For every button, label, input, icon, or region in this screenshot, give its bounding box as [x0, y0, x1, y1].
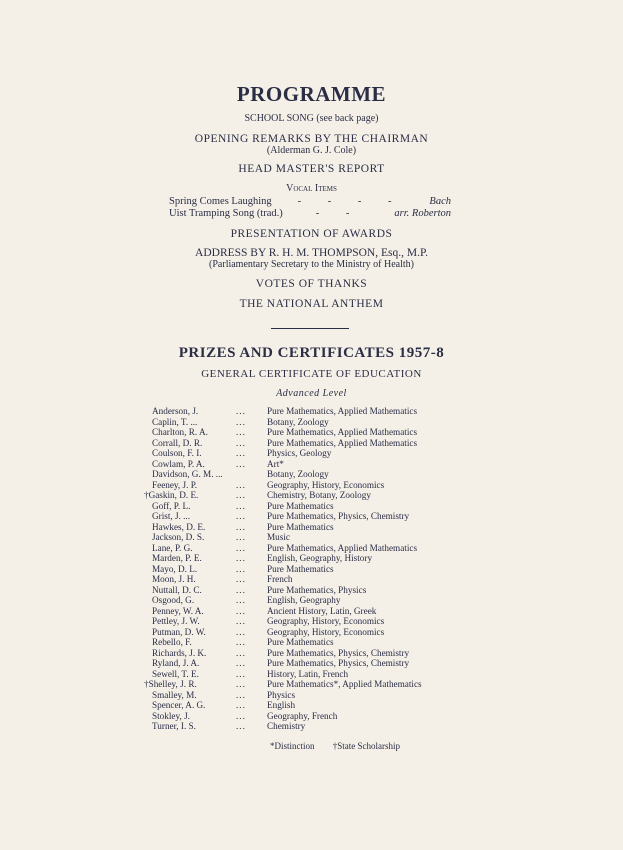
- prize-row: [144, 490, 482, 501]
- prize-row: [152, 690, 482, 701]
- vocal-item-composer: arr. Roberton: [394, 208, 451, 219]
- prize-row: [152, 627, 482, 638]
- prize-row: [152, 585, 482, 596]
- leader-dots: ...: [236, 563, 246, 574]
- prize-row: [152, 469, 482, 480]
- leader-dots: ...: [236, 500, 246, 511]
- vocal-item-title: Uist Tramping Song (trad.): [169, 208, 283, 219]
- student-subjects: Pure Mathematics: [267, 563, 334, 574]
- student-name: Sewell, T. E.: [152, 668, 199, 679]
- leader-dots: ...: [236, 458, 246, 469]
- student-subjects: Pure Mathematics, Applied Mathematics: [267, 542, 418, 553]
- student-name: †Gaskin, D. E.: [144, 490, 199, 500]
- student-subjects: Pure Mathematics, Applied Mathematics: [267, 427, 418, 437]
- vocal-item-title: Spring Comes Laughing: [169, 196, 272, 207]
- prize-row: [152, 564, 482, 575]
- student-subjects: Botany, Zoology: [267, 469, 329, 479]
- leader-dots: ...: [236, 637, 246, 647]
- student-subjects: Pure Mathematics: [267, 500, 334, 511]
- student-subjects: Pure Mathematics, Applied Mathematics: [267, 406, 418, 416]
- leader-dots: ...: [236, 406, 246, 416]
- student-name: Pettley, J. W.: [152, 616, 200, 626]
- section-divider: [271, 328, 349, 329]
- programme-title: PROGRAMME: [236, 82, 387, 106]
- prize-row: [152, 480, 482, 491]
- leader-dots: ...: [236, 647, 246, 658]
- student-name: †Shelley, J. R.: [144, 679, 197, 689]
- prize-row: [152, 648, 482, 659]
- student-name: Spencer, A. G.: [152, 700, 206, 710]
- student-subjects: Pure Mathematics, Physics: [267, 584, 367, 595]
- vocal-item: [169, 196, 451, 207]
- student-name: Stokley, J.: [152, 710, 190, 721]
- student-subjects: Pure Mathematics, Physics, Chemistry: [267, 511, 410, 521]
- prize-row: [152, 711, 482, 722]
- prize-row: [152, 532, 482, 543]
- student-name: Anderson, J.: [152, 406, 199, 416]
- leader-dots: ...: [236, 668, 246, 679]
- student-name: Jackson, D. S.: [152, 532, 205, 542]
- leader-dots: ...: [236, 511, 246, 521]
- leader-dots: ...: [236, 721, 246, 731]
- student-subjects: Ancient History, Latin, Greek: [267, 605, 377, 616]
- leader-dots: ...: [236, 448, 246, 458]
- student-subjects: English: [267, 700, 296, 710]
- leader-dots: ...: [236, 679, 246, 689]
- student-name: Penney, W. A.: [152, 605, 204, 616]
- student-name: Lane, P. G.: [152, 542, 193, 553]
- student-subjects: Geography, History, Economics: [267, 616, 385, 626]
- student-name: Moon, J. H.: [152, 574, 196, 584]
- student-subjects: Botany, Zoology: [267, 416, 329, 427]
- prize-row: [152, 721, 482, 732]
- leader-dots: ...: [236, 710, 246, 721]
- student-name: Charlton, R. A.: [152, 427, 208, 437]
- student-name: Hawkes, D. E.: [152, 521, 206, 532]
- prize-row: [152, 553, 482, 564]
- student-subjects: Geography, History, Economics: [267, 479, 385, 490]
- address-by: ADDRESS BY R. H. M. THOMPSON, Esq., M.P.: [195, 247, 428, 259]
- prize-row: [152, 669, 482, 680]
- national-anthem: THE NATIONAL ANTHEM: [239, 298, 384, 310]
- vocal-item-composer: Bach: [429, 196, 451, 207]
- presentation-of-awards: PRESENTATION OF AWARDS: [230, 228, 393, 240]
- leader-dots: ...: [236, 689, 246, 700]
- student-subjects: Art*: [267, 458, 284, 469]
- student-subjects: Chemistry: [267, 721, 306, 731]
- prizes-heading: PRIZES AND CERTIFICATES 1957-8: [178, 345, 445, 361]
- leader-dots: ...: [236, 490, 246, 500]
- student-name: Grist, J. ...: [152, 511, 191, 521]
- student-subjects: Music: [267, 532, 290, 542]
- student-subjects: Physics, Geology: [267, 448, 332, 458]
- leader-dots: ...: [236, 427, 246, 437]
- prize-row: [152, 606, 482, 617]
- student-name: Corrall, D. R.: [152, 437, 203, 448]
- student-name: Rebello, F.: [152, 637, 192, 647]
- student-name: Osgood, G.: [152, 595, 195, 605]
- leader-dots: ...: [236, 658, 246, 668]
- vocal-item-dots: - - - -: [297, 196, 404, 207]
- prize-row: [152, 543, 482, 554]
- student-subjects: Pure Mathematics, Physics, Chemistry: [267, 647, 410, 658]
- student-name: Mayo, D. L.: [152, 563, 198, 574]
- footnote-distinction: *Distinction: [270, 741, 315, 751]
- leader-dots: ...: [236, 595, 246, 605]
- leader-dots: ...: [236, 532, 246, 542]
- prize-row: [152, 448, 482, 459]
- opening-remarks: OPENING REMARKS BY THE CHAIRMAN: [194, 133, 429, 145]
- chairman-name: (Alderman G. J. Cole): [266, 145, 357, 156]
- leader-dots: ...: [236, 553, 246, 563]
- vocal-item: [169, 208, 451, 219]
- leader-dots: ...: [236, 605, 246, 616]
- leader-dots: ...: [236, 616, 246, 626]
- vocal-item-dots: - -: [315, 208, 362, 219]
- leader-dots: ...: [236, 416, 246, 427]
- gce-subheading: GENERAL CERTIFICATE OF EDUCATION: [201, 368, 422, 380]
- leader-dots: ...: [236, 574, 246, 584]
- student-subjects: Pure Mathematics, Physics, Chemistry: [267, 658, 410, 668]
- prize-row: [152, 595, 482, 606]
- prize-row: [152, 417, 482, 428]
- student-name: Smalley, M.: [152, 689, 197, 700]
- student-subjects: English, Geography, History: [267, 553, 373, 563]
- prize-row: [144, 679, 482, 690]
- student-name: Ryland, J. A.: [152, 658, 200, 668]
- student-subjects: History, Latin, French: [267, 668, 349, 679]
- head-master-report: HEAD MASTER'S REPORT: [238, 163, 385, 175]
- student-name: Coulson, F. I.: [152, 448, 202, 458]
- footnote-scholarship: †State Scholarship: [332, 741, 400, 751]
- student-subjects: French: [267, 574, 293, 584]
- student-name: Turner, I. S.: [152, 721, 196, 731]
- prize-row: [152, 616, 482, 627]
- student-subjects: Chemistry, Botany, Zoology: [267, 490, 371, 500]
- leader-dots: ...: [236, 626, 246, 637]
- prize-row: [152, 501, 482, 512]
- school-song: SCHOOL SONG (see back page): [244, 113, 379, 124]
- student-name: Cowlam, P. A.: [152, 458, 205, 469]
- leader-dots: ...: [236, 542, 246, 553]
- leader-dots: ...: [236, 437, 246, 448]
- prize-row: [152, 522, 482, 533]
- student-subjects: Pure Mathematics: [267, 521, 334, 532]
- prize-row: [152, 700, 482, 711]
- prize-row: [152, 658, 482, 669]
- student-name: Nuttall, D. C.: [152, 584, 202, 595]
- student-subjects: English, Geography: [267, 595, 341, 605]
- student-subjects: Geography, History, Economics: [267, 626, 385, 637]
- student-name: Marden, P. E.: [152, 553, 202, 563]
- student-subjects: Pure Mathematics, Applied Mathematics: [267, 437, 418, 448]
- leader-dots: ...: [236, 479, 246, 490]
- advanced-level-heading: Advanced Level: [276, 388, 347, 399]
- student-name: Putman, D. W.: [152, 626, 206, 637]
- prize-row: [152, 637, 482, 648]
- prize-row: [152, 459, 482, 470]
- prize-row: [152, 427, 482, 438]
- prize-row: [152, 574, 482, 585]
- prize-row: [152, 406, 482, 417]
- footnote: [270, 741, 416, 751]
- address-subtitle: (Parliamentary Secretary to the Ministry of Health): [209, 259, 414, 270]
- leader-dots: ...: [236, 700, 246, 710]
- vocal-items-heading: Vocal Items: [286, 183, 337, 194]
- student-name: Feeney, J. P.: [152, 479, 198, 490]
- prize-row: [152, 511, 482, 522]
- student-name: Caplin, T. ...: [152, 416, 198, 427]
- prize-list: [144, 406, 482, 732]
- leader-dots: ...: [236, 521, 246, 532]
- prize-row: [152, 438, 482, 449]
- student-subjects: Pure Mathematics: [267, 637, 334, 647]
- student-subjects: Pure Mathematics*, Applied Mathematics: [267, 679, 422, 689]
- student-name: Davidson, G. M. ...: [152, 469, 223, 479]
- leader-dots: ...: [236, 584, 246, 595]
- student-subjects: Physics: [267, 689, 296, 700]
- student-subjects: Geography, French: [267, 710, 338, 721]
- votes-of-thanks: VOTES OF THANKS: [255, 278, 368, 290]
- student-name: Richards, J. K.: [152, 647, 207, 658]
- student-name: Goff, P. L.: [152, 500, 191, 511]
